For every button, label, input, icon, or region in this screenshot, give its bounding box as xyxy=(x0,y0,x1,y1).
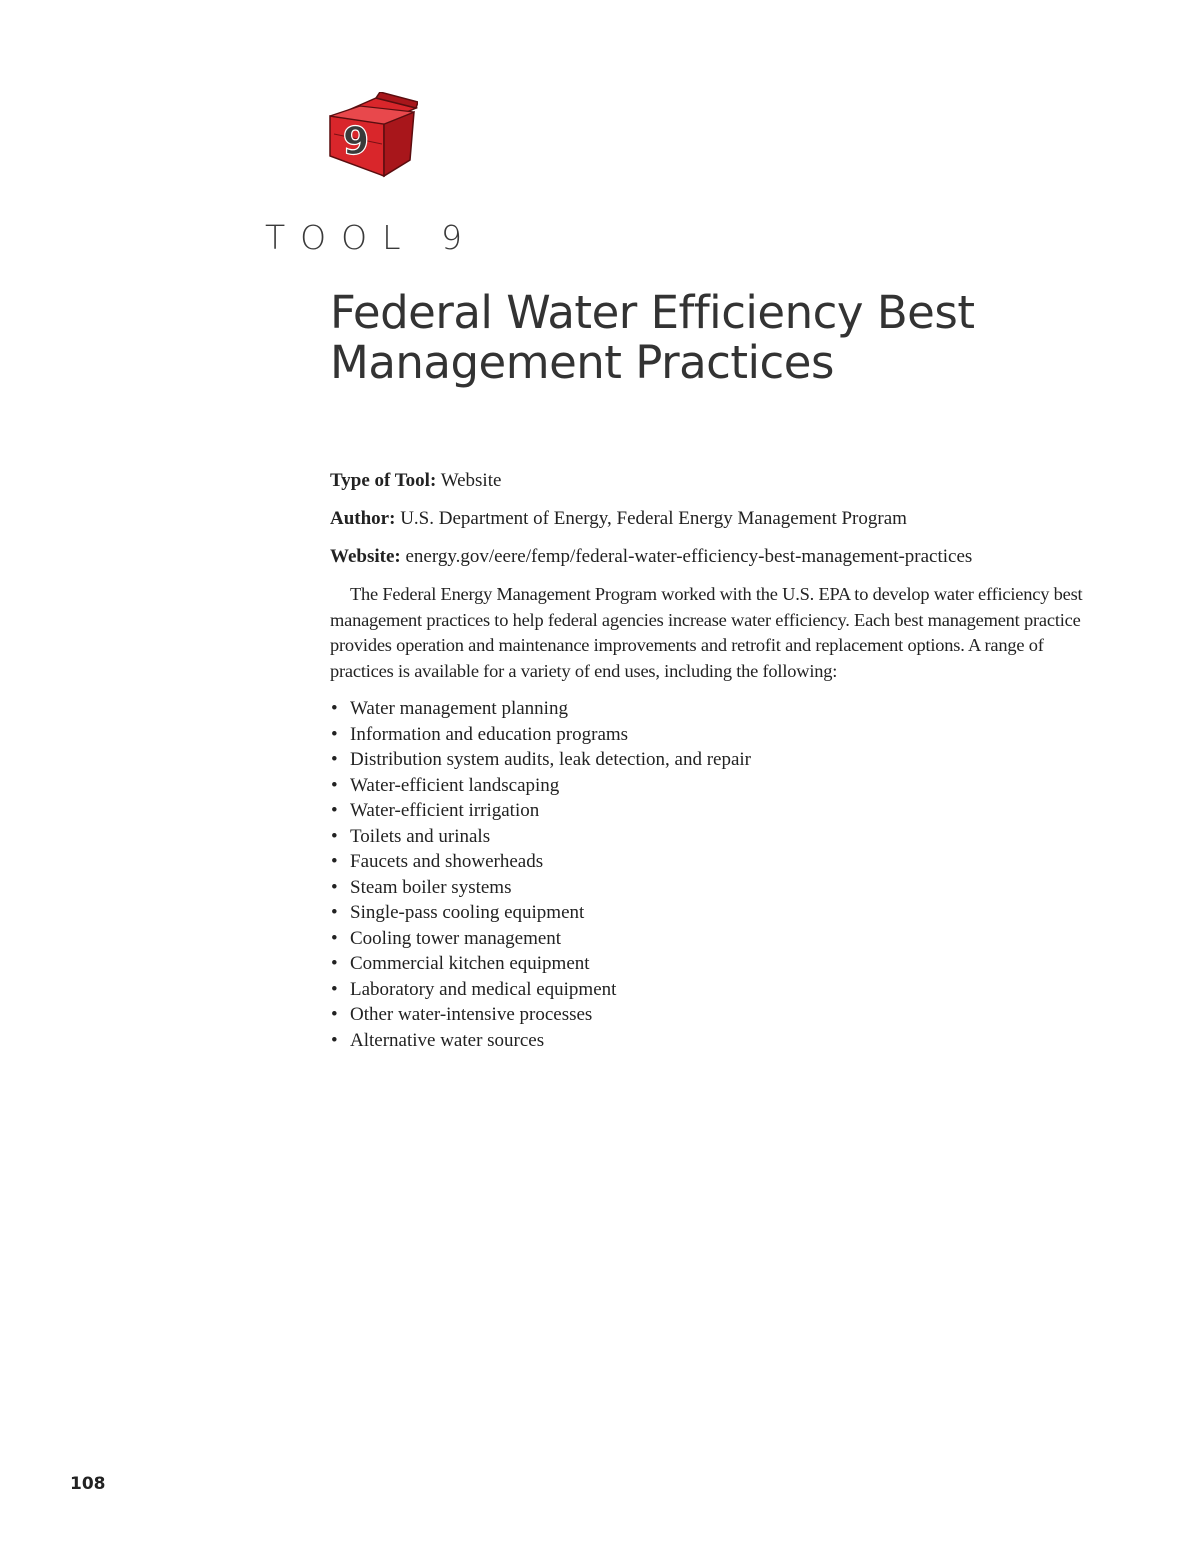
type-of-tool-value: Website xyxy=(436,470,502,491)
author-label: Author: xyxy=(330,508,396,529)
bullet-icon: • xyxy=(331,1029,338,1051)
bullet-icon: • xyxy=(331,927,338,949)
page-title-line-1: Federal Water Efficiency Best xyxy=(330,286,975,339)
list-item xyxy=(330,747,1110,773)
bullet-icon: • xyxy=(331,698,338,719)
list-item xyxy=(330,1002,1110,1028)
bullet-icon: • xyxy=(331,953,338,974)
list-item xyxy=(330,951,1110,977)
list-item-text: Steam boiler systems xyxy=(350,876,512,898)
bullet-icon: • xyxy=(331,774,338,796)
list-item xyxy=(330,849,1110,875)
list-item-text: Water-efficient landscaping xyxy=(350,774,560,796)
bullet-icon: • xyxy=(331,851,338,872)
list-item xyxy=(330,722,1110,748)
list-item-text: Alternative water sources xyxy=(350,1029,545,1051)
bullet-icon: • xyxy=(331,825,338,847)
description-paragraph: The Federal Energy Management Program worked with the U.S. EPA to develop water efficiency best management practices to help federal agencies increase water efficiency. Each best management practice provides operation and maintenance improvements and retrofit and replacement options. A range of practices is available for a variety of end uses, including the following: xyxy=(330,584,1083,681)
page-title xyxy=(330,288,1150,388)
tool-description xyxy=(330,468,1110,1053)
list-item xyxy=(330,900,1110,926)
website-value: energy.gov/eere/femp/federal-water-efficiency-best-management-practices xyxy=(400,546,973,567)
list-item-text: Water-efficient irrigation xyxy=(350,800,540,821)
list-item xyxy=(330,926,1110,952)
list-item xyxy=(330,696,1110,722)
list-item xyxy=(330,875,1110,901)
list-item xyxy=(330,977,1110,1003)
toolbox-icon xyxy=(326,92,418,180)
bullet-icon: • xyxy=(331,876,338,898)
list-item xyxy=(330,824,1110,850)
bullet-icon: • xyxy=(331,749,338,770)
page-title-line-2: Management Practices xyxy=(330,336,834,389)
list-item-text: Commercial kitchen equipment xyxy=(350,953,590,974)
list-item xyxy=(330,1028,1110,1054)
list-item-text: Distribution system audits, leak detection, and repair xyxy=(350,749,752,770)
bullet-icon: • xyxy=(331,723,338,745)
list-item-text: Information and education programs xyxy=(350,723,629,745)
bullet-icon: • xyxy=(331,978,338,1000)
page-number: 108 xyxy=(70,1474,106,1494)
author-line xyxy=(330,506,1110,532)
list-item-text: Faucets and showerheads xyxy=(350,851,544,872)
bullet-icon: • xyxy=(331,800,338,821)
list-item xyxy=(330,798,1110,824)
practices-list xyxy=(330,696,1110,1053)
list-item xyxy=(330,773,1110,799)
author-value: U.S. Department of Energy, Federal Energy Management Program xyxy=(395,508,907,529)
list-item-text: Laboratory and medical equipment xyxy=(350,978,617,1000)
bullet-icon: • xyxy=(331,902,338,923)
website-label: Website: xyxy=(330,546,401,567)
website-line xyxy=(330,544,1110,570)
type-of-tool-line xyxy=(330,468,1110,494)
toolbox-graphic xyxy=(326,92,418,180)
list-item-text: Other water-intensive processes xyxy=(350,1004,593,1025)
list-item-text: Toilets and urinals xyxy=(350,825,491,847)
tool-label: TOOL 9 xyxy=(265,218,477,257)
bullet-icon: • xyxy=(331,1004,338,1025)
list-item-text: Cooling tower management xyxy=(350,927,562,949)
logo-number: 9 xyxy=(342,119,370,163)
type-of-tool-label: Type of Tool: xyxy=(330,470,437,491)
list-item-text: Single-pass cooling equipment xyxy=(350,902,585,923)
list-item-text: Water management planning xyxy=(350,698,568,719)
